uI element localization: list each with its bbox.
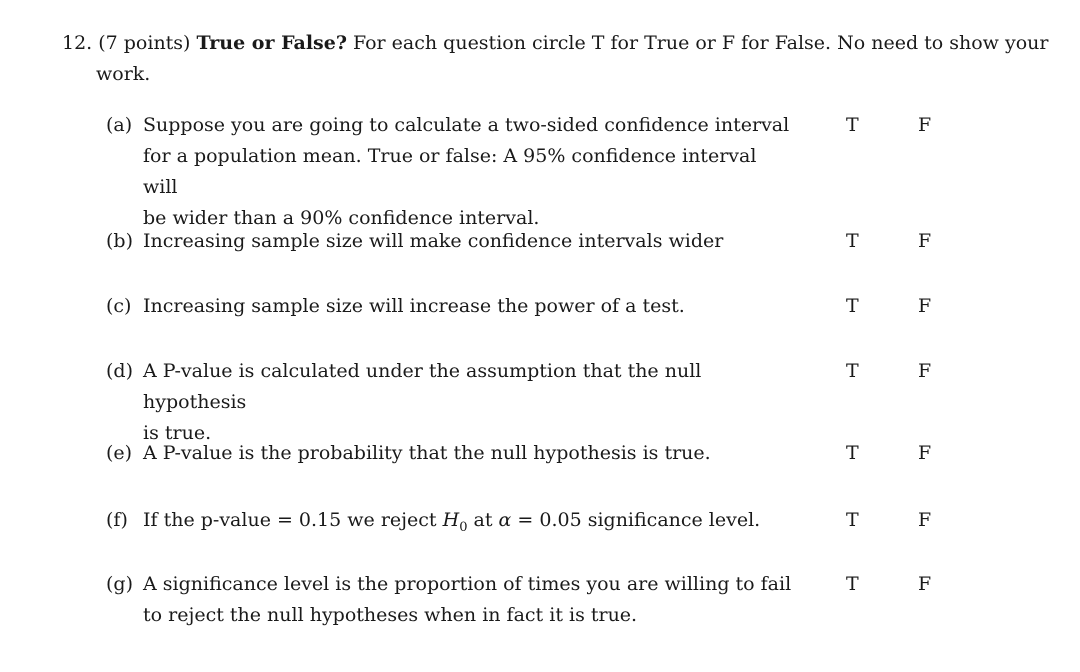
question-text bbox=[143, 291, 796, 322]
question-points: (7 points) bbox=[98, 32, 191, 54]
false-choice-g[interactable]: F bbox=[918, 573, 932, 595]
question-text-line: Suppose you are going to calculate a two-sided confidence interval bbox=[143, 114, 790, 136]
true-choice-d[interactable]: T bbox=[846, 360, 859, 382]
instruction-line-2: work. bbox=[96, 63, 151, 85]
question-f bbox=[106, 505, 796, 543]
question-text-line: Increasing sample size will make confidence intervals wider bbox=[143, 230, 724, 252]
question-b bbox=[106, 226, 796, 257]
null-hypothesis-symbol: H bbox=[442, 509, 460, 531]
true-choice-c[interactable]: T bbox=[846, 295, 859, 317]
question-text bbox=[143, 438, 796, 469]
question-text-line: for a population mean. True or false: A 95% confidence interval will bbox=[143, 145, 757, 198]
alpha-symbol: α bbox=[498, 509, 512, 531]
question-letter: (c) bbox=[106, 295, 132, 317]
question-text bbox=[143, 226, 796, 257]
question-a bbox=[106, 110, 796, 234]
question-g bbox=[106, 569, 796, 631]
question-number: 12. bbox=[62, 32, 93, 54]
true-choice-f[interactable]: T bbox=[846, 509, 859, 531]
question-letter: (b) bbox=[106, 230, 133, 252]
question-text-middle: at bbox=[467, 509, 499, 531]
question-letter: (a) bbox=[106, 114, 133, 136]
question-text-line: be wider than a 90% confidence interval. bbox=[143, 207, 540, 229]
question-text-line: A significance level is the proportion of times you are willing to fail bbox=[143, 573, 792, 595]
false-choice-b[interactable]: F bbox=[918, 230, 932, 252]
question-text-line: A P-value is calculated under the assumption that the null hypothesis bbox=[143, 360, 702, 413]
null-hypothesis-subscript: 0 bbox=[459, 519, 468, 535]
question-text bbox=[143, 110, 796, 234]
false-choice-a[interactable]: F bbox=[918, 114, 932, 136]
question-text-line: A P-value is the probability that the null hypothesis is true. bbox=[143, 442, 711, 464]
question-text-before: If the p-value = 0.15 we reject bbox=[143, 509, 443, 531]
question-letter: (f) bbox=[106, 509, 128, 531]
question-header bbox=[62, 28, 1052, 90]
false-choice-f[interactable]: F bbox=[918, 509, 932, 531]
true-choice-g[interactable]: T bbox=[846, 573, 859, 595]
question-d bbox=[106, 356, 796, 449]
question-text bbox=[143, 505, 796, 543]
true-choice-e[interactable]: T bbox=[846, 442, 859, 464]
instruction-line-1: For each question circle T for True or F for False. No need to show your bbox=[352, 32, 1049, 54]
question-letter: (d) bbox=[106, 360, 133, 382]
false-choice-c[interactable]: F bbox=[918, 295, 932, 317]
false-choice-d[interactable]: F bbox=[918, 360, 932, 382]
question-e bbox=[106, 438, 796, 469]
question-text-line: is true. bbox=[143, 422, 212, 444]
true-choice-a[interactable]: T bbox=[846, 114, 859, 136]
false-choice-e[interactable]: F bbox=[918, 442, 932, 464]
question-text-after: = 0.05 significance level. bbox=[511, 509, 761, 531]
question-text bbox=[143, 569, 796, 631]
true-choice-b[interactable]: T bbox=[846, 230, 859, 252]
question-letter: (e) bbox=[106, 442, 133, 464]
question-letter: (g) bbox=[106, 573, 133, 595]
question-text-line: Increasing sample size will increase the power of a test. bbox=[143, 295, 685, 317]
question-text bbox=[143, 356, 796, 449]
question-title: True or False? bbox=[196, 32, 347, 54]
question-c bbox=[106, 291, 796, 322]
question-text-line: to reject the null hypotheses when in fact it is true. bbox=[143, 604, 638, 626]
